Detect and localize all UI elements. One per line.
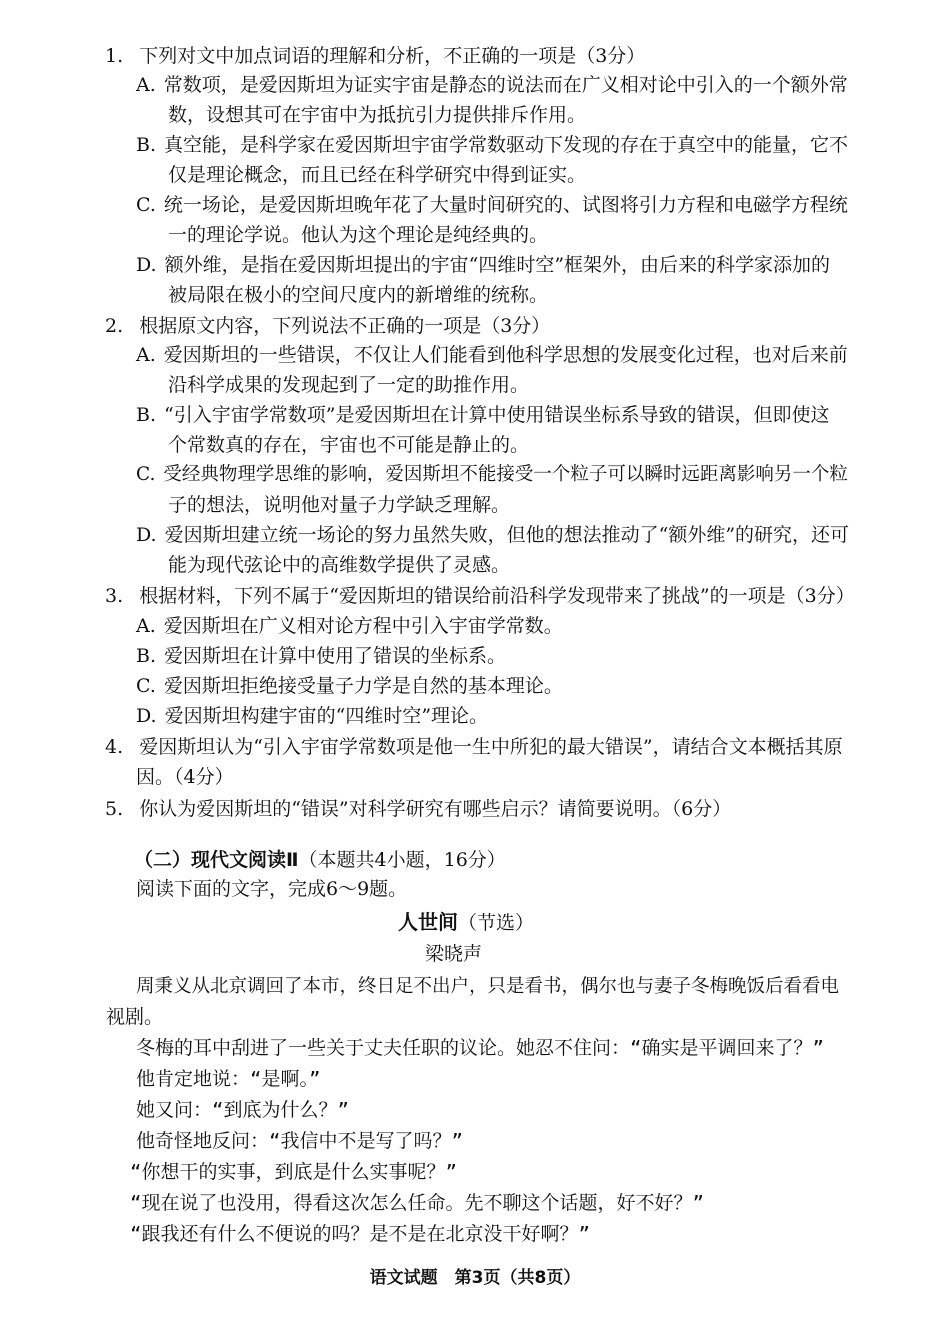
option-text: 爱因斯坦拒绝接受量子力学是自然的基本理论。 [163, 675, 563, 697]
option-label: A. [136, 344, 156, 366]
question-text: 根据材料，下列不属于“爱因斯坦的错误给前沿科学发现带来了挑战”的一项是（3分） [139, 585, 855, 607]
option-text: 爱因斯坦在广义相对论方程中引入宇宙学常数。 [163, 615, 563, 637]
story-paragraph: “现在说了也没用，得看这次怎么任命。先不聊这个话题，好不好？” [130, 1192, 704, 1214]
q3-option-a [136, 614, 563, 638]
question-4-stem [105, 735, 843, 759]
q3-option-b [136, 644, 506, 668]
option-label: B. [136, 134, 157, 156]
option-label: B. [136, 404, 157, 426]
section-heading-bold: （二）现代文阅读Ⅱ [134, 849, 299, 871]
q1-option-c [136, 193, 848, 217]
q2-option-d [136, 523, 849, 547]
q2-option-b-cont: 个常数真的存在，宇宙也不可能是静止的。 [168, 434, 530, 456]
q1-option-b-cont: 仅是理论概念，而且已经在科学研究中得到证实。 [168, 164, 587, 186]
story-title [398, 910, 534, 935]
option-text: 真空能，是科学家在爱因斯坦宇宙学常数驱动下发现的存在于真空中的能量，它不 [164, 134, 849, 156]
page-footer: 语文试题 第3页（共8页） [369, 1268, 581, 1288]
question-number: 2. [105, 315, 124, 337]
question-1-stem [105, 44, 645, 68]
q1-option-a-cont: 数，设想其可在宇宙中为抵抗引力提供排斥作用。 [168, 104, 587, 126]
story-title-text: 人世间 [398, 910, 458, 934]
question-5-stem [105, 797, 731, 821]
question-number: 4. [105, 736, 124, 758]
question-text: 下列对文中加点词语的理解和分析，不正确的一项是（3分） [139, 45, 646, 67]
question-text: 爱因斯坦认为“引入宇宙学常数项是他一生中所犯的最大错误”，请结合文本概括其原 [139, 736, 843, 758]
option-text: 统一场论，是爱因斯坦晚年花了大量时间研究的、试图将引力方程和电磁学方程统 [163, 194, 848, 216]
story-author: 梁晓声 [425, 943, 483, 965]
q2-option-d-cont: 能为现代弦论中的高维数学提供了灵感。 [168, 554, 511, 576]
option-label: D. [136, 524, 157, 546]
question-3-stem [105, 584, 855, 608]
q2-option-b [136, 403, 829, 427]
story-paragraph: “你想干的实事，到底是什么实事呢？” [130, 1161, 457, 1183]
option-text: 爱因斯坦建立统一场论的努力虽然失败，但他的想法推动了“额外维”的研究，还可 [164, 524, 850, 546]
option-text: 常数项，是爱因斯坦为证实宇宙是静态的说法而在广义相对论中引入的一个额外常 [163, 74, 848, 96]
question-2-stem [105, 314, 550, 338]
q3-option-d [136, 704, 488, 728]
story-paragraph: “跟我还有什么不便说的吗？是不是在北京没干好啊？” [130, 1223, 590, 1245]
option-label: D. [136, 705, 157, 727]
q2-option-c [136, 463, 848, 487]
option-text: 爱因斯坦构建宇宙的“四维时空”理论。 [164, 705, 489, 727]
option-label: D. [136, 254, 157, 276]
q2-option-c-cont: 子的想法，说明他对量子力学缺乏理解。 [168, 494, 511, 516]
question-text: 你认为爱因斯坦的“错误”对科学研究有哪些启示？请简要说明。（6分） [139, 798, 732, 820]
q2-option-a [136, 343, 848, 367]
q1-option-b [136, 133, 848, 157]
option-text: 额外维，是指在爱因斯坦提出的宇宙“四维时空”框架外，由后来的科学家添加的 [164, 254, 831, 276]
section-heading-note: （本题共4小题，16分） [298, 849, 506, 871]
option-label: A. [136, 74, 156, 96]
section-instruction: 阅读下面的文字，完成6～9题。 [136, 878, 408, 900]
option-label: B. [136, 645, 157, 667]
q2-option-a-cont: 沿科学成果的发现起到了一定的助推作用。 [168, 374, 530, 396]
option-text: 受经典物理学思维的影响，爱因斯坦不能接受一个粒子可以瞬时远距离影响另一个粒 [163, 464, 848, 485]
option-text: 爱因斯坦在计算中使用了错误的坐标系。 [164, 645, 507, 667]
option-label: A. [136, 615, 156, 637]
option-label: C. [136, 675, 156, 697]
q1-option-d [136, 253, 830, 277]
story-paragraph: 冬梅的耳中刮进了一些关于丈夫任职的议论。她忍不住问：“确实是平调回来了？” [136, 1037, 824, 1059]
q1-option-a [136, 73, 848, 97]
question-number: 1. [105, 45, 124, 67]
story-paragraph: 视剧。 [106, 1006, 164, 1028]
story-title-note: （节选） [458, 912, 535, 934]
option-text: “引入宇宙学常数项”是爱因斯坦在计算中使用错误坐标系导致的错误，但即使这 [164, 404, 830, 426]
q3-option-c [136, 674, 563, 698]
q1-option-c-cont: 一的理论学说。他认为这个理论是纯经典的。 [168, 224, 549, 246]
story-paragraph: 周秉义从北京调回了本市，终日足不出户，只是看书，偶尔也与妻子冬梅晚饭后看看电 [136, 976, 840, 997]
q1-option-d-cont: 被局限在极小的空间尺度内的新增维的统称。 [168, 284, 549, 306]
question-4-stem-cont: 因。（4分） [136, 766, 234, 788]
story-paragraph: 他肯定地说：“是啊。” [136, 1068, 321, 1090]
option-label: C. [136, 194, 156, 216]
option-text: 爱因斯坦的一些错误，不仅让人们能看到他科学思想的发展变化过程，也对后来前 [163, 344, 848, 366]
story-paragraph: 他奇怪地反问：“我信中不是写了吗？” [136, 1130, 463, 1152]
option-label: C. [136, 464, 156, 485]
question-number: 3. [105, 585, 124, 607]
question-number: 5. [105, 798, 124, 820]
question-text: 根据原文内容，下列说法不正确的一项是（3分） [139, 315, 551, 337]
section-heading [134, 848, 506, 872]
story-paragraph: 她又问：“到底为什么？” [136, 1099, 349, 1121]
